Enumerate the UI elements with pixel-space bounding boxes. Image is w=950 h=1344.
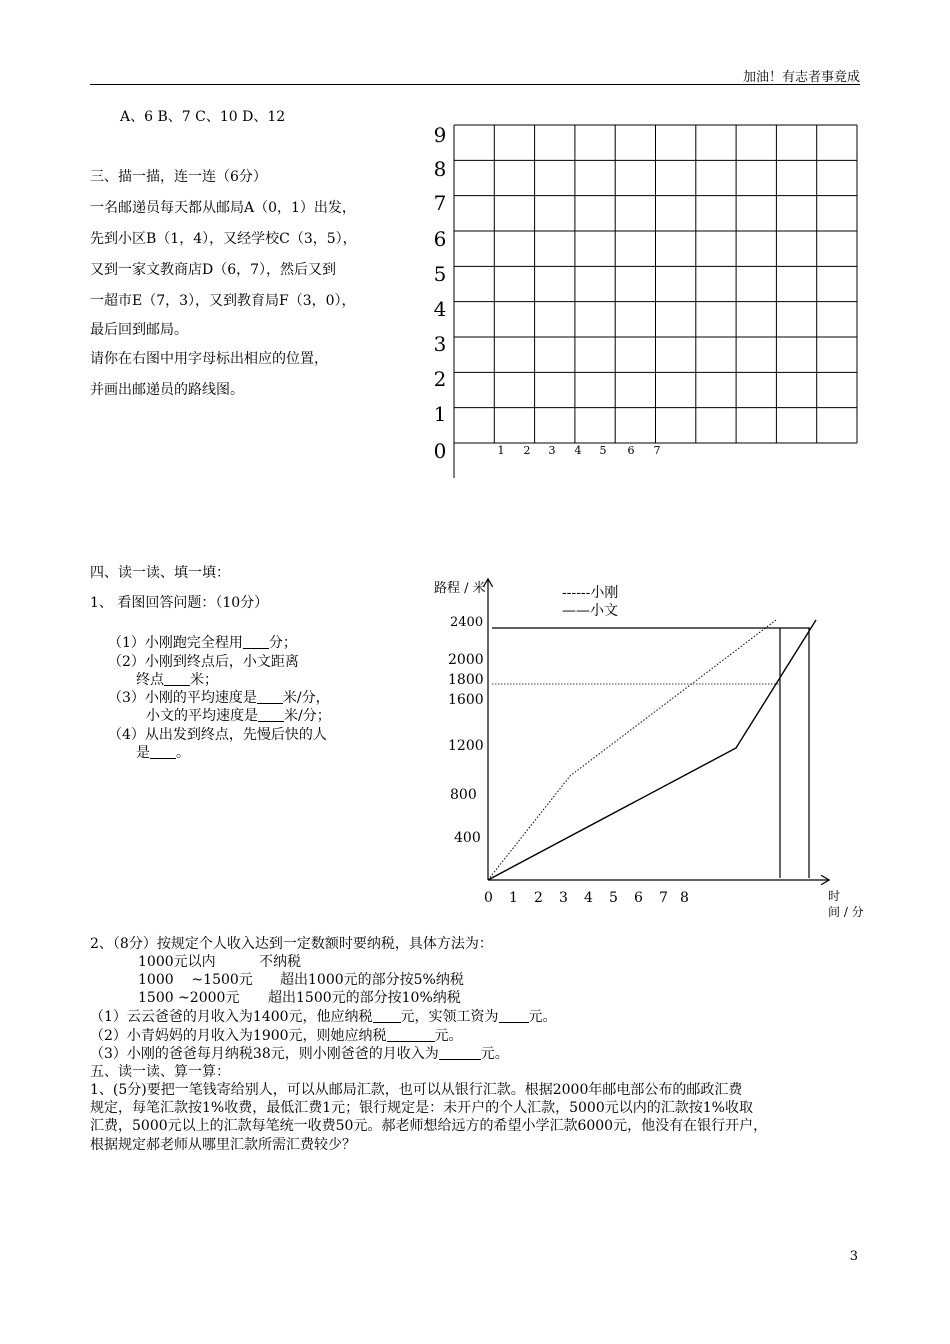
y-tick-label: 2400 xyxy=(450,615,484,630)
answer-blank[interactable] xyxy=(150,744,176,759)
answer-blank[interactable] xyxy=(373,1008,401,1023)
x-tick-label: 7 xyxy=(659,890,668,906)
x-axis-label: 时 xyxy=(828,889,841,903)
q2-item-a: （1）云云爸爸的月收入为1400元，他应纳税 元，实领工资为 元。 xyxy=(90,1009,557,1025)
y-tick-label: 2000 xyxy=(448,652,484,668)
section3-title: 三、描一描，连一连（6分） xyxy=(90,169,267,185)
legend-item: ——小文 xyxy=(562,603,618,619)
y-tick-label: 1600 xyxy=(448,692,484,708)
q2-rule-range: 1000 ~1500元 xyxy=(138,972,253,988)
q2-item-c: （3）小刚的爸爸每月纳税38元，则小刚爸爸的月收入为 元。 xyxy=(90,1046,509,1062)
y-tick-label: 800 xyxy=(450,787,477,803)
q2-item-b: （2）小青妈妈的月收入为1900元，则她应纳税 元。 xyxy=(90,1028,463,1044)
section5-line: 1、(5分)要把一笔钱寄给别人，可以从邮局汇款，也可以从银行汇款。根据2000年邮电部公布的邮政汇费 xyxy=(90,1082,743,1098)
grid-x-tick: 7 xyxy=(653,444,661,457)
x-tick-label: 1 xyxy=(509,890,518,906)
answer-blank[interactable] xyxy=(164,671,190,686)
grid-x-ticks xyxy=(498,444,661,457)
section3-line: 并画出邮递员的路线图。 xyxy=(90,382,244,398)
y-tick-label: 400 xyxy=(454,830,481,846)
header-motto: 加油！有志者事竟成 xyxy=(742,70,860,85)
q1-item-b2: 终点 米； xyxy=(136,672,218,688)
series-line-xiaowen xyxy=(488,620,816,880)
grid-y-ticks xyxy=(434,123,447,463)
grid-x-tick: 2 xyxy=(523,444,531,457)
grid-y-tick: 2 xyxy=(433,367,447,391)
section5-title: 五、读一读、算一算： xyxy=(90,1064,230,1080)
answer-blank[interactable] xyxy=(258,707,284,722)
q1-item-a: （1）小刚跑完全程用 分； xyxy=(108,635,297,651)
y-tick-label: 1800 xyxy=(448,672,484,688)
grid-y-tick: 8 xyxy=(433,157,447,181)
q2-title: 2、（8分）按规定个人收入达到一定数额时要纳税，具体方法为： xyxy=(90,936,493,952)
q2-rule-range: 1500 ~2000元 xyxy=(138,990,240,1006)
section3-line: 一超市E（7，3），又到教育局F（3，0）， xyxy=(90,293,356,309)
x-tick-label: 4 xyxy=(584,890,593,906)
x-tick-label: 8 xyxy=(680,890,689,906)
coordinate-grid[interactable] xyxy=(420,118,870,488)
grid-y-tick: 6 xyxy=(433,227,447,251)
section3-line: 先到小区B（1，4），又经学校C（3，5）， xyxy=(90,231,357,247)
grid-y-tick: 9 xyxy=(433,123,447,147)
section5-line: 规定，每笔汇款按1%收费，最低汇费1元；银行规定是：未开户的个人汇款，5000元以内的汇款按1%收取 xyxy=(90,1100,753,1116)
grid-x-tick: 5 xyxy=(599,444,607,457)
section3-line: 一名邮递员每天都从邮局A（0，1）出发， xyxy=(90,200,356,216)
q2-rule-desc: 不纳税 xyxy=(259,954,301,970)
x-tick-label: 5 xyxy=(609,890,618,906)
header-rule xyxy=(90,84,860,85)
q1-title: 1、 看图回答问题：（10分） xyxy=(90,595,269,611)
grid-y-tick: 4 xyxy=(433,297,447,321)
q2-rule-range: 1000元以内 xyxy=(138,954,216,970)
section3-line: 请你在右图中用字母标出相应的位置， xyxy=(90,351,328,367)
section5-line: 汇费，5000元以上的汇款每笔统一收费50元。郝老师想给远方的希望小学汇款6000元，他没有在银行开户， xyxy=(90,1118,768,1134)
answer-blank[interactable] xyxy=(243,634,269,649)
answer-blank[interactable] xyxy=(499,1008,529,1023)
page-number: 3 xyxy=(849,1249,858,1264)
legend-item: ------小刚 xyxy=(562,585,619,601)
q1-item-d2: 是 。 xyxy=(136,745,190,761)
grid-lines xyxy=(454,125,857,478)
section3-line: 又到一家文教商店D（6，7），然后又到 xyxy=(90,262,337,278)
q1-item-d1: （4）从出发到终点，先慢后快的人 xyxy=(108,727,327,743)
answer-blank[interactable] xyxy=(439,1045,481,1060)
distance-time-chart xyxy=(420,570,880,930)
answer-blank[interactable] xyxy=(257,689,283,704)
x-tick-label: 6 xyxy=(634,890,643,906)
x-tick-label: 3 xyxy=(559,890,568,906)
x-axis-label: 间 / 分 xyxy=(828,905,864,919)
grid-x-tick: 3 xyxy=(548,444,556,457)
grid-y-tick: 1 xyxy=(433,402,447,426)
q2-rule-desc: 超出1500元的部分按10%纳税 xyxy=(268,990,461,1006)
section3-line: 最后回到邮局。 xyxy=(90,322,188,338)
y-axis-label: 路程 / 米 xyxy=(434,581,486,596)
x-tick-label: 2 xyxy=(534,890,543,906)
grid-y-tick: 5 xyxy=(433,262,447,286)
grid-y-tick: 7 xyxy=(433,191,447,215)
grid-y-tick: 0 xyxy=(433,439,447,463)
grid-x-tick: 4 xyxy=(574,444,582,457)
section4-title: 四、读一读、填一填： xyxy=(90,565,230,581)
choices-line: A、6 B、7 C、10 D、12 xyxy=(120,109,286,125)
x-tick-label: 0 xyxy=(484,890,493,906)
grid-x-tick: 1 xyxy=(497,444,505,457)
q1-item-b1: （2）小刚到终点后，小文距离 xyxy=(108,654,299,670)
q1-item-c1: （3）小刚的平均速度是 米/分， xyxy=(108,690,330,706)
q2-rule-desc: 超出1000元的部分按5%纳税 xyxy=(280,972,464,988)
section5-line: 根据规定郝老师从哪里汇款所需汇费较少？ xyxy=(90,1137,356,1153)
grid-x-tick: 6 xyxy=(627,444,635,457)
q1-item-c2: 小文的平均速度是 米/分； xyxy=(146,708,331,724)
grid-y-tick: 3 xyxy=(433,332,447,356)
y-tick-label: 1200 xyxy=(448,738,484,754)
answer-blank[interactable] xyxy=(387,1027,435,1042)
